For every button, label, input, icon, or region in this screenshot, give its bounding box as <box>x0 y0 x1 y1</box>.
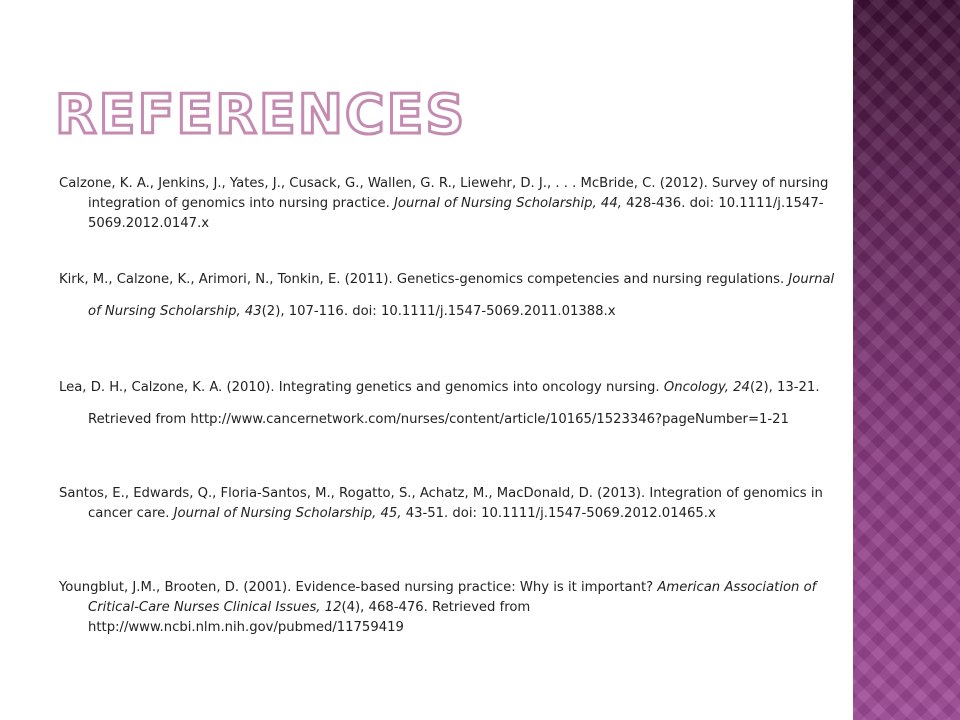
reference-entry <box>59 578 836 638</box>
reference-entry <box>59 372 836 436</box>
reference-details: (4), 468-476. Retrieved from http://www.ncbi.nlm.nih.gov/pubmed/11759419 <box>88 600 531 635</box>
reference-text: Santos, E., Edwards, Q., Floria-Santos, M., Rogatto, S., Achatz, M., MacDonald, D. (2013). Integration of genomics in cancer care. <box>59 486 823 521</box>
reference-entry <box>59 484 836 524</box>
reference-entry <box>59 264 836 328</box>
reference-details: (2), 13-21. Retrieved from http://www.cancernetwork.com/nurses/content/article/10165/1523346?pageNumber=1-21 <box>88 380 820 427</box>
reference-journal: American Association of Critical-Care Nurses Clinical Issues, 12 <box>88 580 817 615</box>
reference-text: Kirk, M., Calzone, K., Arimori, N., Tonkin, E. (2011). Genetics-genomics competencies and nursing regulations. <box>59 272 789 287</box>
reference-journal: Journal of Nursing Scholarship, 43 <box>88 272 835 319</box>
reference-text: Youngblut, J.M., Brooten, D. (2001). Evidence-based nursing practice: Why is it important? <box>59 580 658 595</box>
reference-journal: Oncology, 24 <box>663 380 750 395</box>
reference-journal: Journal of Nursing Scholarship, 44, <box>394 196 622 211</box>
reference-details: 43-51. doi: 10.1111/j.1547-5069.2012.01465.x <box>401 506 716 521</box>
reference-entry <box>59 174 836 234</box>
slide-title: REFERENCES <box>55 83 467 146</box>
reference-details: (2), 107-116. doi: 10.1111/j.1547-5069.2011.01388.x <box>261 304 616 319</box>
reference-journal: Journal of Nursing Scholarship, 45, <box>173 506 402 521</box>
reference-text: Calzone, K. A., Jenkins, J., Yates, J., Cusack, G., Wallen, G. R., Liewehr, D. J., . . . McBride, C. (2012). Survey of nursing integration of genomics into nursing practice. <box>59 176 829 211</box>
reference-details: 428-436. doi: 10.1111/j.1547-5069.2012.0147.x <box>88 196 824 231</box>
reference-text: Lea, D. H., Calzone, K. A. (2010). Integrating genetics and genomics into oncology nursing. <box>59 380 664 395</box>
decorative-side-panel <box>853 0 960 720</box>
